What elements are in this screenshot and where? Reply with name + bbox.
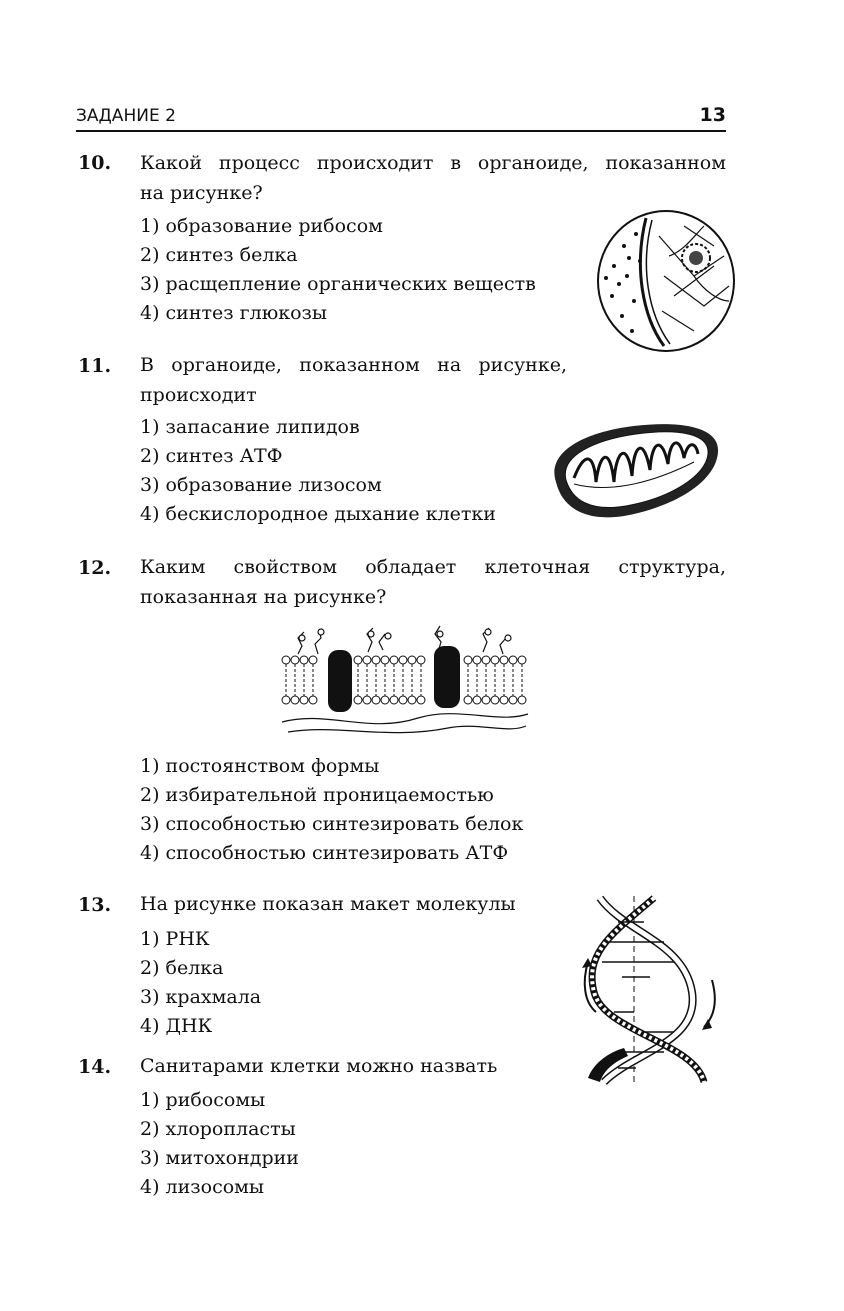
- answer-option: 1) рибосомы: [140, 1089, 266, 1111]
- answer-option: 3) митохондрии: [140, 1147, 299, 1169]
- question-number: 11.: [78, 355, 112, 377]
- answer-option: 3) образование лизосом: [140, 474, 382, 496]
- answer-option: 4) способностью синтезировать АТФ: [140, 842, 509, 864]
- answer-option: 3) расщепление органических веществ: [140, 273, 536, 295]
- page-header: [76, 104, 726, 132]
- question-line: Какой процесс происходит в органоиде, показанном: [140, 152, 726, 174]
- question-text: [140, 148, 726, 208]
- question-line: Каким свойством обладает клеточная структура,: [140, 556, 726, 578]
- section-title: ЗАДАНИЕ 2: [76, 106, 176, 126]
- answer-option: 3) способностью синтезировать белок: [140, 813, 524, 835]
- question-text: [140, 350, 567, 410]
- answer-option: 4) синтез глюкозы: [140, 302, 328, 324]
- page-number: 13: [699, 104, 726, 126]
- question-line: показанная на рисунке?: [140, 586, 387, 608]
- answer-option: 4) ДНК: [140, 1015, 213, 1037]
- cell-membrane-figure: [278, 614, 530, 742]
- question-text: [140, 552, 726, 612]
- question-number: 14.: [78, 1056, 112, 1078]
- question-number: 13.: [78, 894, 112, 916]
- organelle-figure: [594, 206, 744, 354]
- question-number: 10.: [78, 152, 112, 174]
- question-line: на рисунке?: [140, 182, 263, 204]
- dna-helix-figure: [574, 892, 722, 1088]
- answer-option: 1) запасание липидов: [140, 416, 360, 438]
- question-line: В органоиде, показанном на рисунке,: [140, 354, 567, 376]
- answer-option: 2) синтез АТФ: [140, 445, 283, 467]
- question-line: Санитарами клетки можно назвать: [140, 1055, 498, 1077]
- answer-option: 2) белка: [140, 957, 224, 979]
- mitochondrion-figure: [544, 412, 724, 524]
- answer-option: 4) лизосомы: [140, 1176, 265, 1198]
- answer-option: 1) постоянством формы: [140, 755, 380, 777]
- question-text: [140, 1051, 497, 1081]
- answer-option: 2) хлоропласты: [140, 1118, 296, 1140]
- answer-option: 2) избирательной проницаемостью: [140, 784, 494, 806]
- answer-option: 1) РНК: [140, 928, 210, 950]
- question-number: 12.: [78, 557, 112, 579]
- question-line: происходит: [140, 384, 257, 406]
- question-text: [140, 889, 516, 919]
- answer-option: 2) синтез белка: [140, 244, 298, 266]
- question-line: На рисунке показан макет молекулы: [140, 893, 516, 915]
- answer-option: 1) образование рибосом: [140, 215, 383, 237]
- answer-option: 4) бескислородное дыхание клетки: [140, 503, 496, 525]
- answer-option: 3) крахмала: [140, 986, 262, 1008]
